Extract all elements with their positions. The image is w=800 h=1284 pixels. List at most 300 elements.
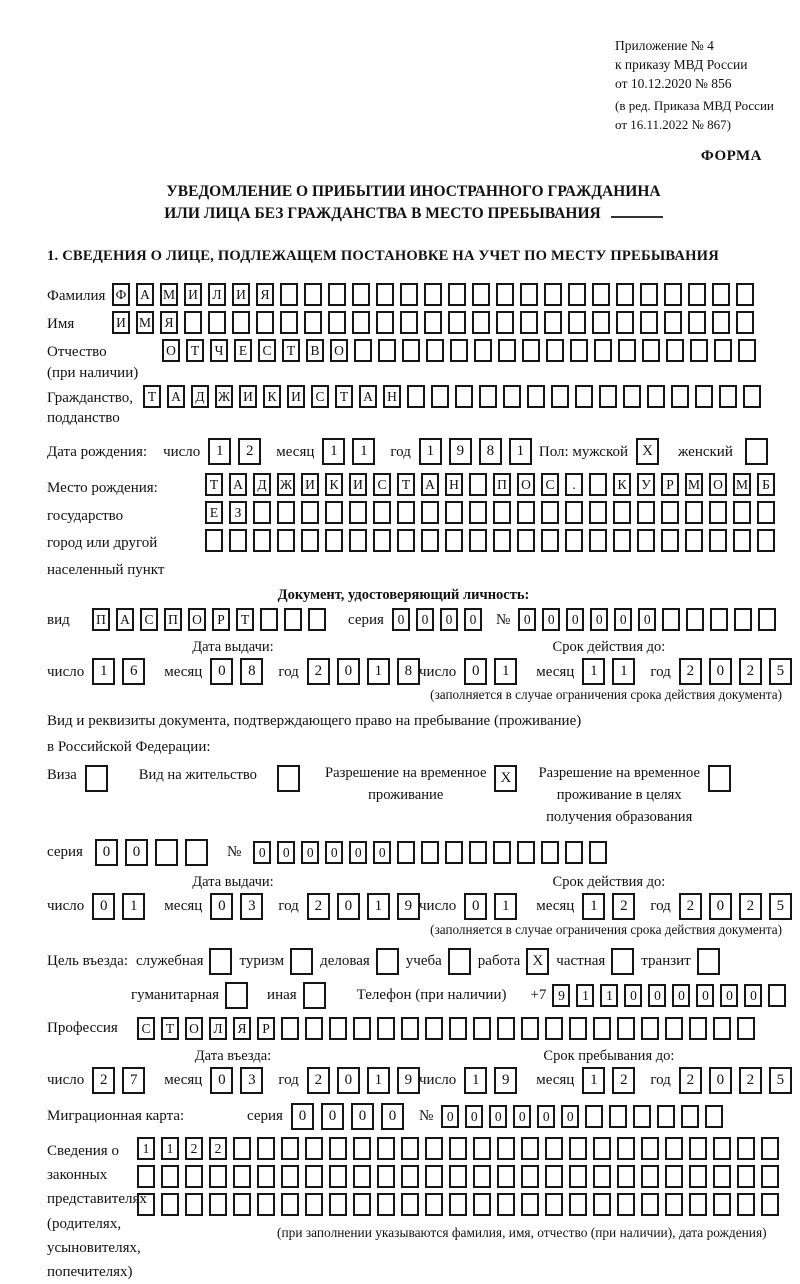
form-cell[interactable]: 9	[449, 438, 472, 465]
form-cell[interactable]	[329, 1193, 347, 1216]
form-cell[interactable]	[449, 1137, 467, 1160]
form-cell[interactable]: 1	[464, 1067, 487, 1094]
form-cell[interactable]: 2	[679, 1067, 702, 1094]
form-cell[interactable]	[719, 385, 737, 408]
form-cell[interactable]	[229, 529, 247, 552]
form-cell[interactable]: 0	[351, 1103, 374, 1130]
form-cell[interactable]	[617, 1193, 635, 1216]
form-cell[interactable]	[641, 1017, 659, 1040]
form-cell[interactable]	[303, 982, 326, 1009]
purpose-business-checkbox[interactable]	[376, 948, 406, 975]
form-cell[interactable]: 1	[208, 438, 231, 465]
form-cell[interactable]: 1	[612, 658, 635, 685]
form-cell[interactable]	[184, 311, 202, 334]
form-cell[interactable]	[233, 1193, 251, 1216]
form-cell[interactable]	[425, 1165, 443, 1188]
form-cell[interactable]: 2	[739, 1067, 762, 1094]
form-cell[interactable]: 2	[307, 658, 330, 685]
form-cell[interactable]: 2	[185, 1137, 203, 1160]
form-cell[interactable]	[736, 311, 754, 334]
form-cell[interactable]	[589, 841, 607, 864]
form-cell[interactable]: 2	[307, 1067, 330, 1094]
form-cell[interactable]	[522, 339, 540, 362]
form-cell[interactable]	[401, 1017, 419, 1040]
form-cell[interactable]: 0	[392, 608, 410, 631]
form-cell[interactable]: 1	[494, 893, 517, 920]
form-cell[interactable]	[757, 501, 775, 524]
form-cell[interactable]	[431, 385, 449, 408]
form-cell[interactable]	[469, 501, 487, 524]
form-cell[interactable]	[689, 1165, 707, 1188]
form-cell[interactable]: 0	[301, 841, 319, 864]
form-cell[interactable]: С	[137, 1017, 155, 1040]
form-cell[interactable]: О	[709, 473, 727, 496]
form-cell[interactable]	[290, 948, 313, 975]
form-cell[interactable]: 1	[419, 438, 442, 465]
representatives-cells-row3[interactable]	[137, 1193, 785, 1216]
form-cell[interactable]	[448, 311, 466, 334]
form-cell[interactable]: Р	[212, 608, 230, 631]
form-cell[interactable]	[329, 1165, 347, 1188]
form-cell[interactable]	[421, 841, 439, 864]
form-cell[interactable]: Д	[253, 473, 271, 496]
form-cell[interactable]	[599, 385, 617, 408]
form-cell[interactable]: 0	[566, 608, 584, 631]
form-cell[interactable]	[301, 501, 319, 524]
form-cell[interactable]: Ф	[112, 283, 130, 306]
form-cell[interactable]	[546, 339, 564, 362]
form-cell[interactable]: 1	[582, 1067, 605, 1094]
form-cell[interactable]	[712, 311, 730, 334]
form-cell[interactable]: 2	[92, 1067, 115, 1094]
form-cell[interactable]	[498, 339, 516, 362]
form-cell[interactable]: Д	[191, 385, 209, 408]
form-cell[interactable]: 0	[291, 1103, 314, 1130]
form-cell[interactable]: 0	[277, 841, 295, 864]
birth-place-cells-row1[interactable]	[205, 473, 781, 496]
form-cell[interactable]	[618, 339, 636, 362]
form-cell[interactable]: 0	[210, 1067, 233, 1094]
form-cell[interactable]	[685, 529, 703, 552]
surname-cells[interactable]	[112, 283, 760, 306]
form-cell[interactable]	[733, 501, 751, 524]
form-cell[interactable]: Т	[143, 385, 161, 408]
form-cell[interactable]: 1	[367, 1067, 390, 1094]
form-cell[interactable]	[208, 311, 226, 334]
form-cell[interactable]	[617, 1165, 635, 1188]
form-cell[interactable]	[281, 1193, 299, 1216]
form-cell[interactable]: 0	[542, 608, 560, 631]
form-cell[interactable]	[185, 1193, 203, 1216]
form-cell[interactable]	[376, 311, 394, 334]
form-cell[interactable]	[689, 1017, 707, 1040]
form-cell[interactable]	[611, 948, 634, 975]
form-cell[interactable]	[473, 1165, 491, 1188]
form-cell[interactable]: 0	[381, 1103, 404, 1130]
form-cell[interactable]	[690, 339, 708, 362]
form-cell[interactable]: И	[349, 473, 367, 496]
form-cell[interactable]	[469, 841, 487, 864]
entry-month-cells[interactable]	[210, 1067, 270, 1094]
form-cell[interactable]	[641, 1137, 659, 1160]
form-cell[interactable]: М	[160, 283, 178, 306]
form-cell[interactable]	[497, 1137, 515, 1160]
form-cell[interactable]	[633, 1105, 651, 1128]
form-cell[interactable]	[713, 1137, 731, 1160]
birth-year-cells[interactable]	[419, 438, 539, 465]
purpose-other-checkbox[interactable]	[303, 982, 333, 1009]
form-cell[interactable]	[738, 339, 756, 362]
form-cell[interactable]	[569, 1165, 587, 1188]
form-cell[interactable]	[397, 841, 415, 864]
form-cell[interactable]	[657, 1105, 675, 1128]
form-cell[interactable]	[425, 1193, 443, 1216]
form-cell[interactable]	[521, 1193, 539, 1216]
form-cell[interactable]	[277, 529, 295, 552]
form-cell[interactable]	[737, 1017, 755, 1040]
form-cell[interactable]: 0	[464, 893, 487, 920]
form-cell[interactable]	[449, 1193, 467, 1216]
form-cell[interactable]	[671, 385, 689, 408]
stay-year-cells[interactable]	[679, 1067, 799, 1094]
form-cell[interactable]: Я	[256, 283, 274, 306]
form-cell[interactable]: 0	[321, 1103, 344, 1130]
form-cell[interactable]	[665, 1193, 683, 1216]
form-cell[interactable]: О	[162, 339, 180, 362]
form-cell[interactable]	[301, 529, 319, 552]
doc-issue-day-cells[interactable]	[92, 658, 152, 685]
form-cell[interactable]: 0	[416, 608, 434, 631]
entry-year-cells[interactable]	[307, 1067, 427, 1094]
perm-seriya-cells[interactable]	[95, 839, 215, 866]
purpose-work-checkbox[interactable]	[526, 948, 556, 975]
form-cell[interactable]	[517, 501, 535, 524]
form-cell[interactable]	[474, 339, 492, 362]
sex-male-checkbox[interactable]	[636, 438, 666, 465]
form-cell[interactable]	[305, 1193, 323, 1216]
form-cell[interactable]	[400, 311, 418, 334]
form-cell[interactable]	[424, 311, 442, 334]
form-cell[interactable]	[641, 1165, 659, 1188]
form-cell[interactable]: .	[565, 473, 583, 496]
form-cell[interactable]	[589, 501, 607, 524]
form-cell[interactable]	[589, 473, 607, 496]
form-cell[interactable]: 2	[612, 1067, 635, 1094]
form-cell[interactable]: 8	[479, 438, 502, 465]
form-cell[interactable]: П	[493, 473, 511, 496]
form-cell[interactable]	[253, 529, 271, 552]
form-cell[interactable]: 0	[709, 658, 732, 685]
form-cell[interactable]	[424, 283, 442, 306]
perm-number-cells[interactable]	[253, 841, 613, 864]
form-cell[interactable]: 0	[672, 984, 690, 1007]
form-cell[interactable]	[284, 608, 302, 631]
form-cell[interactable]	[545, 1165, 563, 1188]
form-cell[interactable]: В	[306, 339, 324, 362]
form-cell[interactable]	[565, 501, 583, 524]
form-cell[interactable]: Т	[236, 608, 254, 631]
form-cell[interactable]: А	[359, 385, 377, 408]
form-cell[interactable]: Т	[335, 385, 353, 408]
form-cell[interactable]	[527, 385, 545, 408]
form-cell[interactable]	[733, 529, 751, 552]
migration-number-cells[interactable]	[441, 1105, 729, 1128]
form-cell[interactable]	[304, 311, 322, 334]
form-cell[interactable]: 0	[561, 1105, 579, 1128]
form-cell[interactable]	[277, 765, 300, 792]
form-cell[interactable]	[521, 1165, 539, 1188]
form-cell[interactable]: П	[164, 608, 182, 631]
form-cell[interactable]: Р	[257, 1017, 275, 1040]
form-cell[interactable]: А	[167, 385, 185, 408]
form-cell[interactable]: 0	[337, 893, 360, 920]
form-cell[interactable]	[445, 529, 463, 552]
form-cell[interactable]: 2	[612, 893, 635, 920]
form-cell[interactable]: 1	[322, 438, 345, 465]
form-cell[interactable]	[232, 311, 250, 334]
form-cell[interactable]	[376, 948, 399, 975]
form-cell[interactable]: И	[301, 473, 319, 496]
form-cell[interactable]	[761, 1165, 779, 1188]
residence-permit-checkbox[interactable]	[277, 763, 307, 792]
form-cell[interactable]: 0	[210, 658, 233, 685]
form-cell[interactable]: 2	[739, 893, 762, 920]
form-cell[interactable]	[592, 283, 610, 306]
form-cell[interactable]: Т	[397, 473, 415, 496]
form-cell[interactable]: 0	[464, 658, 487, 685]
doc-issue-month-cells[interactable]	[210, 658, 270, 685]
form-cell[interactable]	[565, 841, 583, 864]
form-cell[interactable]: С	[541, 473, 559, 496]
form-cell[interactable]	[373, 501, 391, 524]
form-cell[interactable]: 2	[238, 438, 261, 465]
form-cell[interactable]	[641, 1193, 659, 1216]
form-cell[interactable]: 9	[552, 984, 570, 1007]
representatives-cells-row2[interactable]	[137, 1165, 785, 1188]
form-cell[interactable]	[592, 311, 610, 334]
form-cell[interactable]	[593, 1017, 611, 1040]
form-cell[interactable]: Я	[233, 1017, 251, 1040]
form-cell[interactable]	[185, 1165, 203, 1188]
form-cell[interactable]: 3	[240, 893, 263, 920]
form-cell[interactable]	[662, 608, 680, 631]
form-cell[interactable]: 0	[465, 1105, 483, 1128]
stay-month-cells[interactable]	[582, 1067, 642, 1094]
form-cell[interactable]	[497, 1017, 515, 1040]
form-cell[interactable]	[277, 501, 295, 524]
birth-month-cells[interactable]	[322, 438, 382, 465]
perm-valid-day-cells[interactable]	[464, 893, 524, 920]
form-cell[interactable]	[757, 529, 775, 552]
form-cell[interactable]: 1	[367, 658, 390, 685]
form-cell[interactable]	[257, 1137, 275, 1160]
form-cell[interactable]: К	[613, 473, 631, 496]
form-cell[interactable]	[568, 283, 586, 306]
form-cell[interactable]	[585, 1105, 603, 1128]
form-cell[interactable]	[617, 1137, 635, 1160]
form-cell[interactable]	[401, 1137, 419, 1160]
form-cell[interactable]	[569, 1137, 587, 1160]
form-cell[interactable]: 0	[590, 608, 608, 631]
form-cell[interactable]: 0	[537, 1105, 555, 1128]
form-cell[interactable]: 1	[161, 1137, 179, 1160]
form-cell[interactable]	[568, 311, 586, 334]
form-cell[interactable]: 8	[397, 658, 420, 685]
form-cell[interactable]: 5	[769, 658, 792, 685]
form-cell[interactable]: У	[637, 473, 655, 496]
form-cell[interactable]: 0	[709, 1067, 732, 1094]
form-cell[interactable]	[473, 1137, 491, 1160]
form-cell[interactable]	[377, 1165, 395, 1188]
form-cell[interactable]	[353, 1193, 371, 1216]
entry-day-cells[interactable]	[92, 1067, 152, 1094]
purpose-humanitarian-checkbox[interactable]	[225, 982, 255, 1009]
form-cell[interactable]	[378, 339, 396, 362]
form-cell[interactable]: Ч	[210, 339, 228, 362]
birth-place-cells-row2[interactable]	[205, 501, 781, 524]
form-cell[interactable]	[349, 501, 367, 524]
form-cell[interactable]	[544, 283, 562, 306]
form-cell[interactable]: 1	[600, 984, 618, 1007]
form-cell[interactable]: И	[287, 385, 305, 408]
form-cell[interactable]	[469, 529, 487, 552]
form-cell[interactable]	[304, 283, 322, 306]
form-cell[interactable]	[401, 1193, 419, 1216]
form-cell[interactable]	[497, 1193, 515, 1216]
form-cell[interactable]	[425, 1137, 443, 1160]
form-cell[interactable]: 1	[122, 893, 145, 920]
form-cell[interactable]: 0	[489, 1105, 507, 1128]
form-cell[interactable]	[354, 339, 372, 362]
form-cell[interactable]: 0	[95, 839, 118, 866]
form-cell[interactable]: П	[92, 608, 110, 631]
purpose-study-checkbox[interactable]	[448, 948, 478, 975]
form-cell[interactable]: О	[185, 1017, 203, 1040]
form-cell[interactable]	[328, 311, 346, 334]
form-cell[interactable]: 5	[769, 893, 792, 920]
form-cell[interactable]	[758, 608, 776, 631]
first-name-cells[interactable]	[112, 311, 760, 334]
form-cell[interactable]	[352, 311, 370, 334]
form-cell[interactable]: 1	[494, 658, 517, 685]
birth-place-cells-row3[interactable]	[205, 529, 781, 552]
form-cell[interactable]	[448, 948, 471, 975]
form-cell[interactable]	[713, 1017, 731, 1040]
form-cell[interactable]: 0	[518, 608, 536, 631]
form-cell[interactable]	[329, 1137, 347, 1160]
form-cell[interactable]	[761, 1137, 779, 1160]
form-cell[interactable]: 0	[349, 841, 367, 864]
form-cell[interactable]	[402, 339, 420, 362]
purpose-transit-checkbox[interactable]	[697, 948, 727, 975]
perm-issue-day-cells[interactable]	[92, 893, 152, 920]
form-cell[interactable]	[570, 339, 588, 362]
form-cell[interactable]: И	[184, 283, 202, 306]
form-cell[interactable]	[521, 1017, 539, 1040]
form-cell[interactable]: 0	[696, 984, 714, 1007]
form-cell[interactable]	[714, 339, 732, 362]
form-cell[interactable]	[472, 311, 490, 334]
form-cell[interactable]: 0	[614, 608, 632, 631]
temp-residence-education-checkbox[interactable]	[708, 763, 738, 792]
form-cell[interactable]: 8	[240, 658, 263, 685]
form-cell[interactable]	[617, 1017, 635, 1040]
form-cell[interactable]: 1	[582, 893, 605, 920]
form-cell[interactable]	[397, 501, 415, 524]
form-cell[interactable]	[545, 1137, 563, 1160]
perm-issue-year-cells[interactable]	[307, 893, 427, 920]
form-cell[interactable]	[745, 438, 768, 465]
migration-seriya-cells[interactable]	[291, 1103, 411, 1130]
perm-valid-year-cells[interactable]	[679, 893, 799, 920]
form-cell[interactable]	[710, 608, 728, 631]
form-cell[interactable]	[642, 339, 660, 362]
form-cell[interactable]	[616, 283, 634, 306]
form-cell[interactable]: 0	[720, 984, 738, 1007]
form-cell[interactable]	[665, 1017, 683, 1040]
form-cell[interactable]	[473, 1017, 491, 1040]
form-cell[interactable]	[280, 311, 298, 334]
form-cell[interactable]	[352, 283, 370, 306]
form-cell[interactable]	[686, 608, 704, 631]
form-cell[interactable]: 2	[739, 658, 762, 685]
form-cell[interactable]	[688, 311, 706, 334]
form-cell[interactable]	[565, 529, 583, 552]
form-cell[interactable]	[377, 1193, 395, 1216]
form-cell[interactable]	[260, 608, 278, 631]
doc-kind-cells[interactable]	[92, 608, 332, 631]
form-cell[interactable]	[737, 1193, 755, 1216]
purpose-official-checkbox[interactable]	[209, 948, 239, 975]
doc-valid-month-cells[interactable]	[582, 658, 642, 685]
form-cell[interactable]	[544, 311, 562, 334]
form-cell[interactable]	[353, 1137, 371, 1160]
form-cell[interactable]: А	[229, 473, 247, 496]
form-cell[interactable]	[257, 1193, 275, 1216]
temp-residence-checkbox[interactable]	[494, 763, 524, 792]
form-cell[interactable]	[426, 339, 444, 362]
form-cell[interactable]: 3	[240, 1067, 263, 1094]
form-cell[interactable]	[329, 1017, 347, 1040]
form-cell[interactable]	[665, 1165, 683, 1188]
form-cell[interactable]: И	[232, 283, 250, 306]
form-cell[interactable]	[137, 1165, 155, 1188]
form-cell[interactable]	[640, 283, 658, 306]
form-cell[interactable]: 1	[582, 658, 605, 685]
form-cell[interactable]	[253, 501, 271, 524]
form-cell[interactable]	[209, 948, 232, 975]
form-cell[interactable]: Б	[757, 473, 775, 496]
doc-valid-year-cells[interactable]	[679, 658, 799, 685]
form-cell[interactable]: 0	[373, 841, 391, 864]
form-cell[interactable]: 1	[137, 1137, 155, 1160]
form-cell[interactable]	[520, 283, 538, 306]
form-cell[interactable]	[712, 283, 730, 306]
form-cell[interactable]	[325, 501, 343, 524]
form-cell[interactable]: 0	[441, 1105, 459, 1128]
form-cell[interactable]: О	[330, 339, 348, 362]
form-cell[interactable]	[689, 1137, 707, 1160]
form-cell[interactable]	[737, 1165, 755, 1188]
form-cell[interactable]: О	[517, 473, 535, 496]
form-cell[interactable]: 0	[440, 608, 458, 631]
form-cell[interactable]: Т	[161, 1017, 179, 1040]
form-cell[interactable]: 9	[494, 1067, 517, 1094]
form-cell[interactable]	[493, 501, 511, 524]
form-cell[interactable]: Е	[205, 501, 223, 524]
sex-female-checkbox[interactable]	[745, 438, 775, 465]
form-cell[interactable]: 1	[352, 438, 375, 465]
